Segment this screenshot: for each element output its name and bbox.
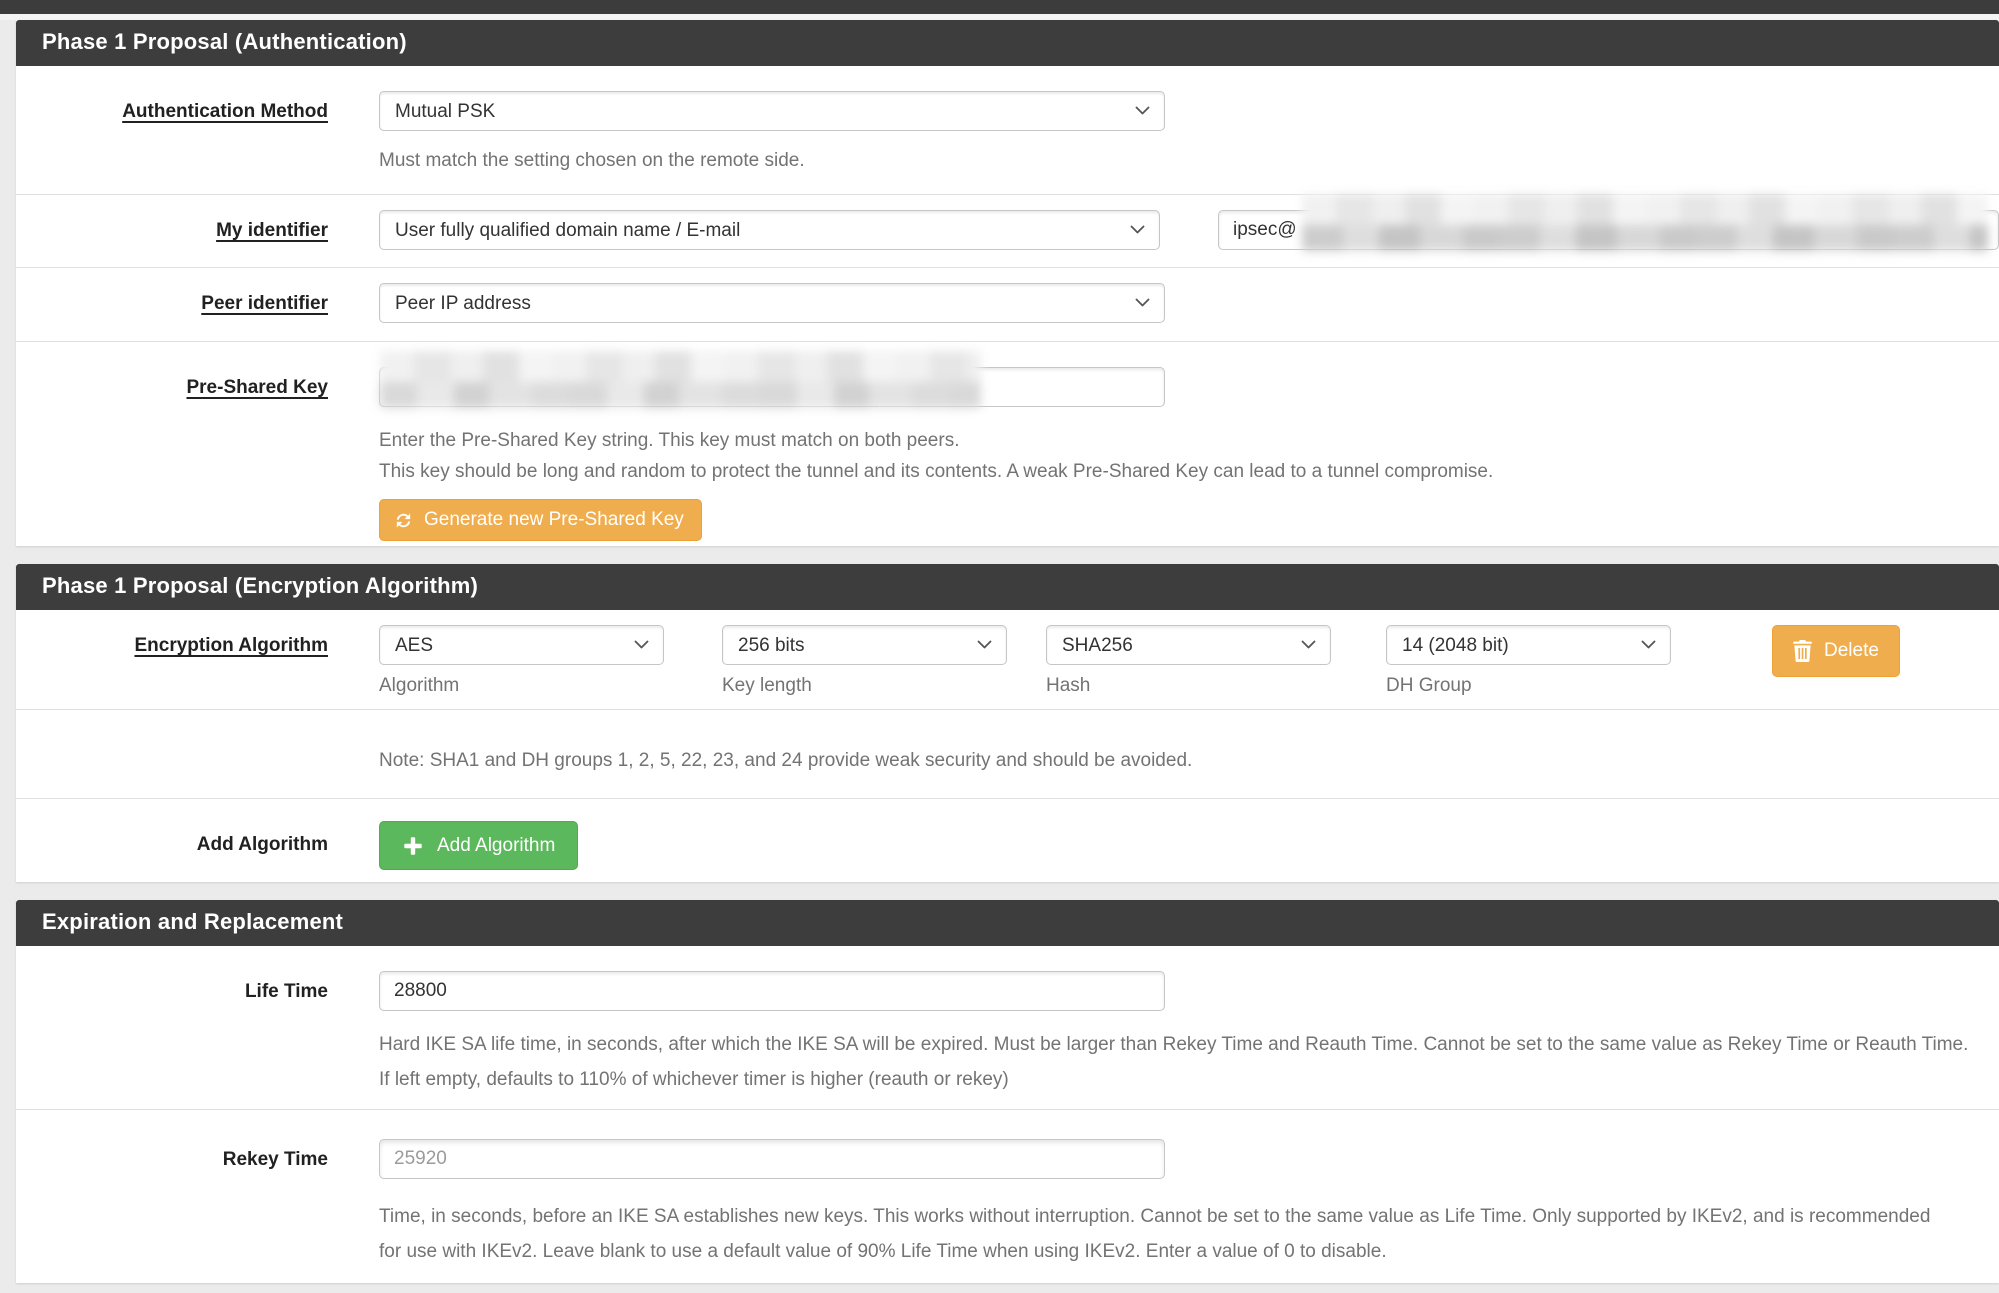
authentication-method-help: Must match the setting chosen on the remote side. (379, 150, 805, 171)
life-time-help: Hard IKE SA life time, in seconds, after which the IKE SA will be expired. Must be larger than Rekey Time and Reauth Time. Cannot be set to the same value as Rekey Time or Reauth Time. If left empty, defaults to 110% of whichever timer is higher (reauth or rekey) (379, 1034, 1969, 1090)
authentication-method-label: Authentication Method (122, 101, 328, 122)
row-encryption-algorithm (16, 610, 1999, 710)
panel-title: Expiration and Replacement (42, 909, 344, 934)
psk-help-line2: This key should be long and random to protect the tunnel and its contents. A weak Pre-Shared Key can lead to a tunnel compromise. (379, 461, 1494, 482)
encryption-algorithm-select[interactable] (379, 625, 664, 665)
my-identifier-select[interactable] (379, 210, 1160, 250)
rekey-time-help: Time, in seconds, before an IKE SA establishes new keys. This works without interruption. Cannot be set to the same value as Life Time. Only supported by IKEv2, and is recommended for use with IKEv2. Leave blank to use a default value of 90% Life Time when using IKEv2. Enter a value of 0 to disable. (379, 1206, 1931, 1262)
algorithm-sublabel: Algorithm (379, 675, 460, 696)
trash-icon (1793, 640, 1812, 662)
panel-expiration-replacement (16, 900, 1999, 1283)
ipsec-phase1-form (16, 20, 1999, 1283)
plus-icon (402, 835, 424, 857)
row-rekey-time (16, 1110, 1999, 1283)
panel-phase1-encryption (16, 564, 1999, 882)
weak-security-note: Note: SHA1 and DH groups 1, 2, 5, 22, 23, and 24 provide weak security and should be avoided. (379, 750, 1193, 771)
panel-title: Phase 1 Proposal (Encryption Algorithm) (42, 573, 479, 598)
peer-identifier-label: Peer identifier (201, 293, 328, 314)
redacted-identifier-value (1302, 194, 1988, 251)
key-length-sublabel: Key length (722, 675, 812, 696)
panel-heading-expiration (16, 900, 1999, 946)
hash-sublabel: Hash (1046, 675, 1091, 696)
pre-shared-key-label: Pre-Shared Key (186, 377, 328, 398)
add-algorithm-button[interactable] (379, 821, 578, 870)
key-length-select[interactable] (722, 625, 1007, 665)
my-identifier-label: My identifier (216, 220, 328, 241)
row-my-identifier (16, 195, 1999, 268)
row-peer-identifier (16, 268, 1999, 342)
row-encryption-note (16, 710, 1999, 799)
rekey-time-input[interactable] (379, 1139, 1165, 1179)
panel-title: Phase 1 Proposal (Authentication) (42, 29, 407, 54)
encryption-algorithm-label: Encryption Algorithm (134, 635, 328, 656)
add-algorithm-button-label: Add Algorithm (437, 834, 556, 856)
rekey-time-label: Rekey Time (222, 1149, 328, 1170)
life-time-label: Life Time (244, 981, 328, 1002)
row-life-time (16, 946, 1999, 1110)
peer-identifier-select[interactable] (379, 283, 1165, 323)
row-authentication-method (16, 66, 1999, 195)
hash-select[interactable] (1046, 625, 1331, 665)
psk-help-line1: Enter the Pre-Shared Key string. This key must match on both peers. (379, 430, 960, 451)
panel-heading-authentication (16, 20, 1999, 66)
generate-psk-button[interactable] (379, 499, 702, 541)
top-dark-bar (0, 0, 1999, 20)
redacted-psk-value (380, 351, 981, 408)
delete-button-label: Delete (1824, 640, 1879, 661)
panel-heading-encryption (16, 564, 1999, 610)
life-time-input[interactable] (379, 971, 1165, 1011)
refresh-icon (393, 510, 414, 531)
generate-psk-button-label: Generate new Pre-Shared Key (424, 509, 684, 530)
dh-group-select[interactable] (1386, 625, 1671, 665)
dh-group-sublabel: DH Group (1386, 675, 1472, 696)
authentication-method-select[interactable] (379, 91, 1165, 131)
panel-phase1-authentication (16, 20, 1999, 546)
delete-algorithm-button[interactable] (1772, 625, 1900, 677)
row-add-algorithm (16, 799, 1999, 882)
add-algorithm-label: Add Algorithm (196, 834, 328, 855)
row-pre-shared-key (16, 342, 1999, 546)
